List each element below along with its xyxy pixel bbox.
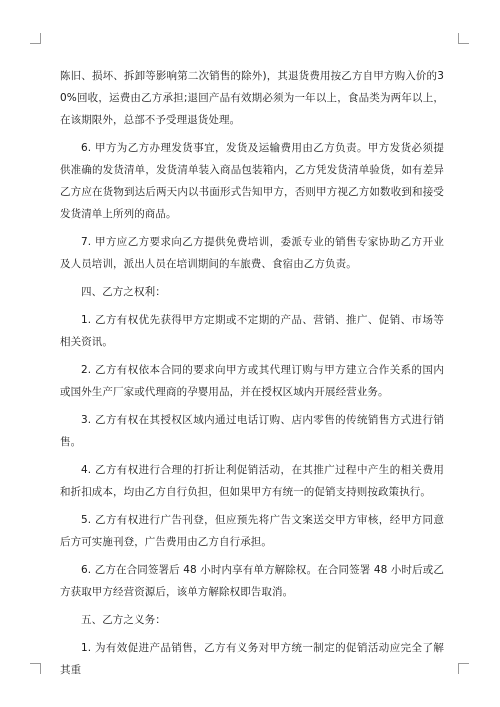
paragraph-rights-item-6: 6. 乙方在合同签署后 48 小时内享有单方解除权。在合同签署 48 小时后或乙方获取甲方经营资源后，该单方解除权即告取消。	[60, 564, 444, 598]
paragraph-shipping-clause: 6. 甲方为乙方办理发货事宜，发货及运输费用由乙方负责。甲方发货必须提供准确的发货清单，发货清单装入商品包装箱内，乙方凭发货清单验货，如有差异乙方应在货物到达后两天内以书面形式告知甲方，否则甲方视乙方如数收到和接受发货清单上所列的商品。	[60, 142, 444, 220]
paragraph-obligations-item-1: 1. 为有效促进产品销售，乙方有义务对甲方统一制定的促销活动应完全了解其重	[60, 642, 444, 676]
crop-mark-top-right	[458, 33, 469, 44]
paragraph-return-terms: 陈旧、损坏、拆卸等影响第二次销售的除外)，其退货费用按乙方自甲方购入价的30%回收，运费由乙方承担;退回产品有效期必须为一年以上，食品类为两年以上，在该期限外，总部不予受理退货处理。	[60, 70, 444, 126]
paragraph-rights-item-4: 4. 乙方有权进行合理的打折让利促销活动，在其推广过程中产生的相关费用和折扣成本，均由乙方自行负担，但如果甲方有统一的促销支持则按政策执行。	[60, 464, 444, 498]
crop-mark-bottom-right	[458, 663, 469, 674]
paragraph-rights-item-1: 1. 乙方有权优先获得甲方定期或不定期的产品、营销、推广、促销、市场等相关资讯。	[60, 314, 444, 348]
paragraph-rights-item-5: 5. 乙方有权进行广告刊登，但应预先将广告文案送交甲方审核，经甲方同意后方可实施刊登，广告费用由乙方自行承担。	[60, 514, 444, 548]
crop-mark-top-left	[30, 33, 41, 44]
document-body	[60, 65, 444, 687]
paragraph-rights-item-3: 3. 乙方有权在其授权区域内通过电话订购、店内零售的传统销售方式进行销售。	[60, 414, 444, 448]
section-heading-party-b-rights: 四、乙方之权利：	[81, 286, 166, 298]
section-heading-party-b-obligations: 五、乙方之义务：	[81, 614, 166, 626]
paragraph-rights-item-2: 2. 乙方有权依本合同的要求向甲方或其代理订购与甲方建立合作关系的国内或国外生产厂家或代理商的孕婴用品，并在授权区域内开展经营业务。	[60, 364, 444, 398]
crop-mark-bottom-left	[30, 663, 41, 674]
paragraph-training-clause: 7. 甲方应乙方要求向乙方提供免费培训，委派专业的销售专家协助乙方开业及人员培训，派出人员在培训期间的车旅费、食宿由乙方负责。	[60, 236, 444, 270]
